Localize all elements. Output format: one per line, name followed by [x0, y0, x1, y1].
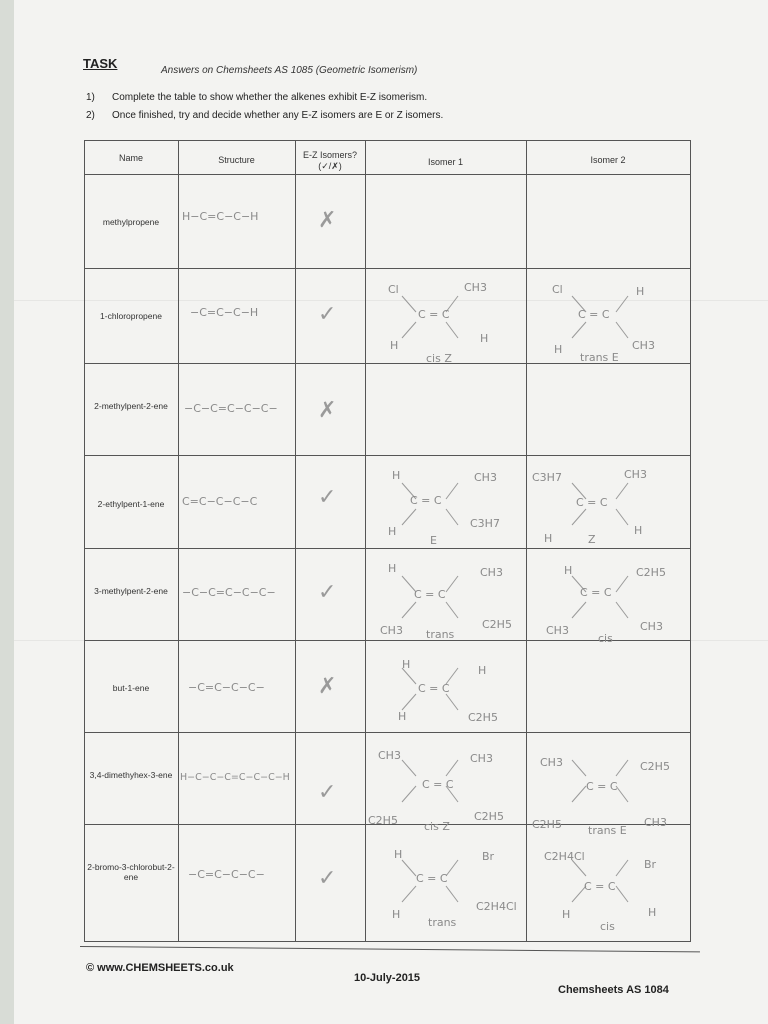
ez-tick-mark: ✓ [318, 302, 337, 327]
header-structure: Structure [218, 155, 255, 165]
instruction-number: 1) [86, 92, 95, 103]
header-name: Name [118, 153, 143, 163]
header-ez [295, 150, 365, 172]
footer-site: © www.CHEMSHEETS.co.uk [86, 962, 234, 974]
instruction-text: Complete the table to show whether the alkenes exhibit E-Z isomerism. [112, 92, 428, 103]
row-name: 2-ethylpent-1-ene [97, 499, 165, 509]
ez-tick-mark: ✓ [318, 780, 337, 805]
instruction-2 [86, 110, 443, 121]
row-name: but-1-ene [112, 683, 150, 693]
structure-formula: −C=C−C−C− [188, 681, 265, 694]
structure-formula: −C=C−C−C− [188, 868, 265, 881]
footer-date: 10-July-2015 [354, 972, 421, 984]
task-subtitle: Answers on Chemsheets AS 1085 (Geometric Isomerism) [161, 65, 418, 76]
header-ez-key: (✓/✗) [318, 161, 342, 171]
structure-formula: −C−C=C−C−C− [184, 402, 278, 415]
instruction-1 [86, 92, 427, 103]
row-name: methylpropene [102, 217, 160, 227]
row-name: 2-bromo-3-chlorobut-2-ene [87, 862, 175, 882]
row-name: 1-chloropropene [100, 311, 162, 321]
row-name: 3-methylpent-2-ene [94, 586, 168, 596]
structure-formula: −C−C=C−C−C− [182, 586, 276, 599]
ez-cross-mark: ✗ [318, 208, 337, 233]
structure-formula: C=C−C−C−C [182, 495, 258, 508]
task-heading: TASK [83, 56, 118, 71]
ez-cross-mark: ✗ [318, 398, 337, 423]
instruction-text: Once finished, try and decide whether any E-Z isomers are E or Z isomers. [112, 110, 444, 121]
ez-tick-mark: ✓ [318, 580, 337, 605]
ez-tick-mark: ✓ [318, 485, 337, 510]
header-isomer-2: Isomer 2 [590, 155, 626, 165]
isomerism-table: Name Structure E-Z Isomers? (✓/✗) Isomer 1 Isomer 2 methylpropene H−C=C−C−H ✗ 1-chloropropene −C=C−C−H ✓ 2-methylpent-2-ene −C−C=C−C−C− ✗ 2-ethylpent-1-ene C=C−C−C−C ✓ 3-methylpent-2-ene −C−C=C−C−C− ✓ but-1-ene −C=C−C−C− ✗ 3,4-dimethyhex-3-ene H−C−C−C=C−C−C−H ✓ 2-bromo-3-chlorobut-2-ene −C=C−C−C− ✓ C = C Cl CH3 H H cis Z C = C Cl H H CH3 trans E C = C H CH3 H C3H7 E C = C C3H7 CH3 H H Z C = C H CH3 CH3 C2H5 trans C = C H C2H5 CH3 CH3 cis C = C H H H C2H5 C = C CH3 CH3 C2H5 C2H5 cis Z C = C CH3 C2H5 C2H5 CH3 trans E C = C H Br H C2H4Cl trans C = C C2H4Cl Br H H cis [84, 140, 691, 942]
structure-formula: H−C=C−C−H [182, 210, 259, 223]
header-isomer-1: Isomer 1 [427, 157, 463, 167]
header-ez-title: E-Z Isomers? [302, 150, 357, 160]
ez-cross-mark: ✗ [318, 674, 337, 699]
instruction-number: 2) [86, 110, 95, 121]
row-name: 3,4-dimethyhex-3-ene [89, 770, 173, 780]
structure-formula: −C=C−C−H [190, 306, 259, 319]
structure-formula: H−C−C−C=C−C−C−H [180, 772, 290, 783]
ez-tick-mark: ✓ [318, 866, 337, 891]
row-name: 2-methylpent-2-ene [94, 401, 168, 411]
footer-reference: Chemsheets AS 1084 [558, 984, 669, 996]
